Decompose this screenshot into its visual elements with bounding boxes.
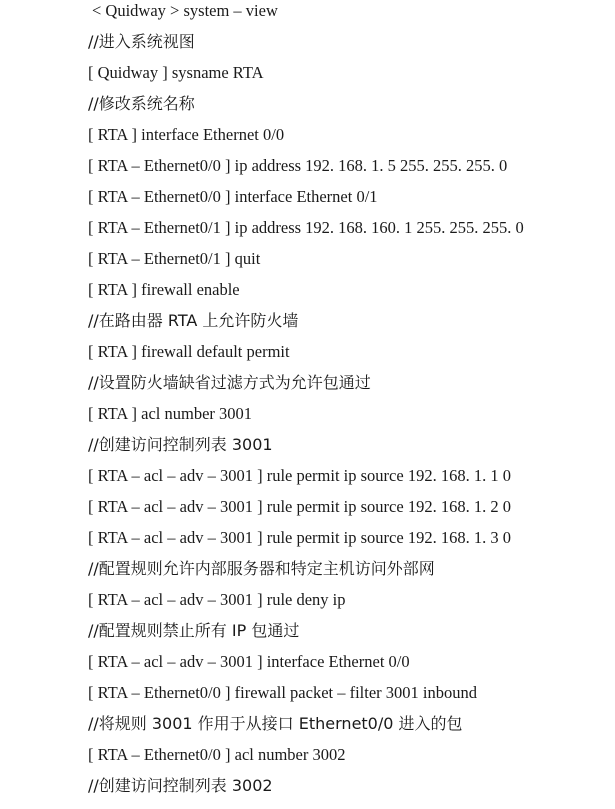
- comment-line: //进入系统视图: [88, 32, 195, 51]
- command-line: [ RTA ] firewall default permit: [88, 342, 290, 361]
- comment-line: //在路由器 RTA 上允许防火墙: [88, 311, 299, 330]
- command-line: [ RTA – Ethernet0/0 ] ip address 192. 168. 1. 5 255. 255. 255. 0: [88, 156, 508, 175]
- comment-line: //配置规则禁止所有 IP 包通过: [88, 621, 300, 640]
- command-line: [ RTA ] firewall enable: [88, 280, 240, 299]
- comment-line: //设置防火墙缺省过滤方式为允许包通过: [88, 373, 371, 392]
- comment-line: //修改系统名称: [88, 94, 195, 113]
- command-line: [ RTA – Ethernet0/0 ] firewall packet – filter 3001 inbound: [88, 683, 477, 702]
- command-line: [ RTA – acl – adv – 3001 ] rule permit ip source 192. 168. 1. 1 0: [88, 466, 511, 485]
- command-line: [ Quidway ] sysname RTA: [88, 63, 264, 82]
- command-line: [ RTA – acl – adv – 3001 ] interface Ethernet 0/0: [88, 652, 410, 671]
- command-line: [ RTA ] acl number 3001: [88, 404, 253, 423]
- command-line: [ RTA – Ethernet0/1 ] quit: [88, 249, 261, 268]
- comment-line: //创建访问控制列表 3001: [88, 435, 273, 454]
- command-line: [ RTA – Ethernet0/1 ] ip address 192. 168. 160. 1 255. 255. 255. 0: [88, 218, 524, 237]
- command-line: [ RTA ] interface Ethernet 0/0: [88, 125, 285, 144]
- comment-line: //创建访问控制列表 3002: [88, 776, 273, 795]
- command-line: < Quidway > system – view: [92, 1, 278, 20]
- command-line: [ RTA – acl – adv – 3001 ] rule permit ip source 192. 168. 1. 3 0: [88, 528, 511, 547]
- comment-line: //配置规则允许内部服务器和特定主机访问外部网: [88, 559, 435, 578]
- command-line: [ RTA – Ethernet0/0 ] interface Ethernet 0/1: [88, 187, 378, 206]
- command-line: [ RTA – acl – adv – 3001 ] rule permit ip source 192. 168. 1. 2 0: [88, 497, 511, 516]
- command-line: [ RTA – acl – adv – 3001 ] rule deny ip: [88, 590, 346, 609]
- command-line: [ RTA – Ethernet0/0 ] acl number 3002: [88, 745, 346, 764]
- comment-line: //将规则 3001 作用于从接口 Ethernet0/0 进入的包: [88, 714, 463, 733]
